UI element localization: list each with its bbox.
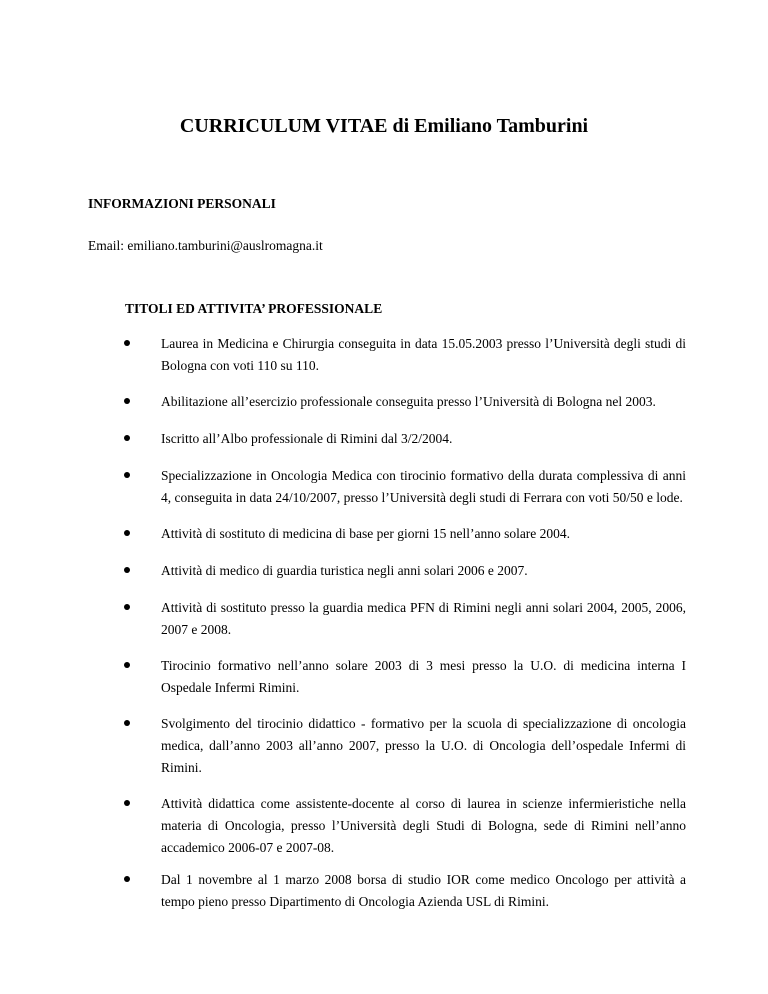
bullet-icon: [124, 800, 130, 806]
personal-info-heading: INFORMAZIONI PERSONALI: [88, 196, 276, 211]
list-item-text: Attività didattica come assistente-docente al corso di laurea in scienze infermieristiche nella materia di Oncologia, presso l’Università degli Studi di Bologna, sede di Rimini nell’anno accademico 2006-07 e 2007-08.: [161, 796, 686, 855]
bullet-icon: [124, 472, 130, 478]
list-item: [124, 465, 686, 509]
bullet-icon: [124, 662, 130, 668]
list-item-text: Iscritto all’Albo professionale di Rimini dal 3/2/2004.: [161, 431, 453, 446]
list-item-text: Dal 1 novembre al 1 marzo 2008 borsa di studio IOR come medico Oncologo per attività a tempo pieno presso Dipartimento di Oncologia Azienda USL di Rimini.: [161, 872, 686, 909]
list-item-text: Tirocinio formativo nell’anno solare 2003 di 3 mesi presso la U.O. di medicina interna I Ospedale Infermi Rimini.: [161, 658, 686, 695]
list-item-text: Svolgimento del tirocinio didattico - formativo per la scuola di specializzazione di oncologia medica, dall’anno 2003 all’anno 2007, presso la U.O. di Oncologia dell’ospedale Infermi di Rimini.: [161, 716, 686, 775]
list-item: [124, 333, 686, 377]
list-item-text: Attività di sostituto presso la guardia medica PFN di Rimini negli anni solari 2004, 2005, 2006, 2007 e 2008.: [161, 600, 686, 637]
list-item: [124, 560, 686, 582]
bullet-icon: [124, 567, 130, 573]
list-item: [124, 597, 686, 641]
list-item-text: Abilitazione all’esercizio professionale conseguita presso l’Università di Bologna nel 2003.: [161, 394, 656, 409]
list-item: [124, 793, 686, 859]
professional-activities-list: [124, 333, 686, 913]
document-title: CURRICULUM VITAE di Emiliano Tamburini: [179, 115, 589, 137]
list-item: [124, 655, 686, 699]
list-item: [124, 869, 686, 913]
email-line: Email: emiliano.tamburini@auslromagna.it: [88, 238, 323, 253]
list-item: [124, 523, 686, 545]
bullet-icon: [124, 876, 130, 882]
bullet-icon: [124, 340, 130, 346]
bullet-icon: [124, 604, 130, 610]
professional-titles-heading: TITOLI ED ATTIVITA’ PROFESSIONALE: [125, 301, 383, 316]
list-item: [124, 428, 686, 450]
bullet-icon: [124, 398, 130, 404]
list-item-text: Laurea in Medicina e Chirurgia conseguita in data 15.05.2003 presso l’Università degli studi di Bologna con voti 110 su 110.: [161, 336, 686, 373]
bullet-icon: [124, 530, 130, 536]
bullet-icon: [124, 720, 130, 726]
list-item-text: Attività di medico di guardia turistica negli anni solari 2006 e 2007.: [161, 563, 528, 578]
list-item-text: Attività di sostituto di medicina di base per giorni 15 nell’anno solare 2004.: [161, 526, 571, 541]
list-item: [124, 713, 686, 779]
bullet-icon: [124, 435, 130, 441]
list-item-text: Specializzazione in Oncologia Medica con tirocinio formativo della durata complessiva di anni 4, conseguita in data 24/10/2007, presso l’Università degli studi di Ferrara con voti 50/50 e lode.: [161, 468, 686, 505]
list-item: [124, 391, 686, 413]
